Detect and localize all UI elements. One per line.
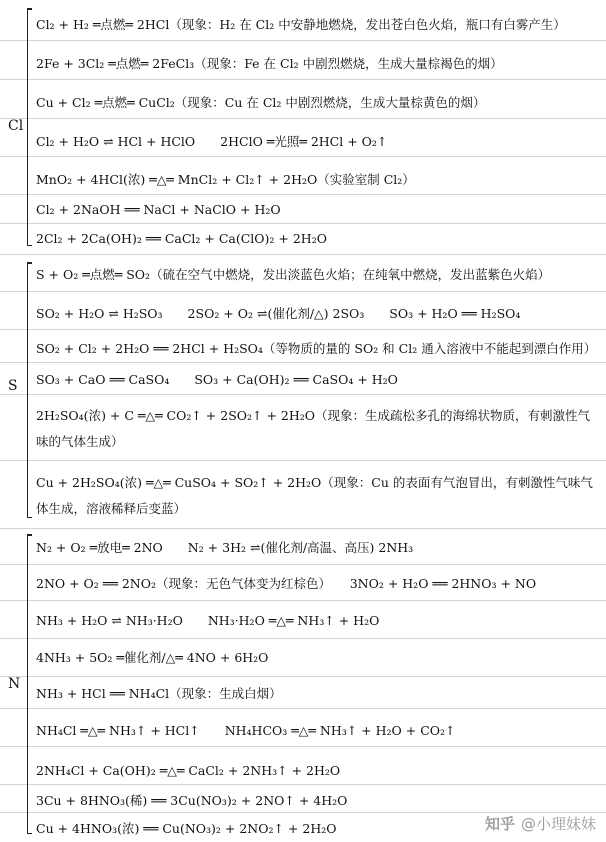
rule-line: [0, 564, 606, 565]
rule-line: [0, 638, 606, 639]
rule-line: [0, 362, 606, 363]
equation-line: SO₂ + H₂O ⇌ H₂SO₃ 2SO₂ + O₂ ⇌(催化剂/△) 2SO₃ SO₃ + H₂O ══ H₂SO₄: [36, 306, 521, 321]
equation-line: SO₂ + Cl₂ + 2H₂O ══ 2HCl + H₂SO₄（等物质的量的 SO₂ 和 Cl₂ 通入溶液中不能起到漂白作用）: [36, 341, 597, 356]
equation-line: Cl₂ + H₂ ═点燃═ 2HCl（现象：H₂ 在 Cl₂ 中安静地燃烧，发出苍白色火焰，瓶口有白雾产生）: [36, 17, 566, 32]
equation-line: NH₃ + H₂O ⇌ NH₃·H₂O NH₃·H₂O ═△═ NH₃↑ + H₂O: [36, 613, 380, 628]
equation-line: 4NH₃ + 5O₂ ═催化剂/△═ 4NO + 6H₂O: [36, 650, 269, 665]
equation-line: Cu + Cl₂ ═点燃═ CuCl₂（现象：Cu 在 Cl₂ 中剧烈燃烧，生成大量棕黄色的烟）: [36, 95, 486, 110]
group-label: Cl: [8, 118, 24, 134]
rule-line: [0, 254, 606, 255]
group-label: S: [8, 378, 18, 394]
equation-line: 2NO + O₂ ══ 2NO₂（现象：无色气体变为红棕色） 3NO₂ + H₂O ══ 2HNO₃ + NO: [36, 576, 537, 591]
rule-line: [0, 223, 606, 224]
rule-line: [0, 708, 606, 709]
equation-line: N₂ + O₂ ═放电═ 2NO N₂ + 3H₂ ⇌(催化剂/高温、高压) 2NH₃: [36, 540, 414, 555]
equation-line: 2Fe + 3Cl₂ ═点燃═ 2FeCl₃（现象：Fe 在 Cl₂ 中剧烈燃烧，生成大量棕褐色的烟）: [36, 56, 503, 71]
equation-line: MnO₂ + 4HCl(浓) ═△═ MnCl₂ + Cl₂↑ + 2H₂O（实验室制 Cl₂）: [36, 172, 415, 187]
rule-line: [0, 784, 606, 785]
equation-line: 2Cl₂ + 2Ca(OH)₂ ══ CaCl₂ + Ca(ClO)₂ + 2H₂O: [36, 231, 327, 246]
equation-line: Cu + 2H₂SO₄(浓) ═△═ CuSO₄ + SO₂↑ + 2H₂O（现象：Cu 的表面有气泡冒出，有刺激性气味气体生成，溶液稀释后变蓝）: [36, 475, 593, 516]
equation-line: Cl₂ + H₂O ⇌ HCl + HClO 2HClO ═光照═ 2HCl + O₂↑: [36, 134, 388, 149]
group-label: N: [8, 676, 21, 692]
equation-line: 3Cu + 8HNO₃(稀) ══ 3Cu(NO₃)₂ + 2NO↑ + 4H₂O: [36, 793, 348, 808]
watermark: [485, 813, 596, 834]
rule-line: [0, 676, 606, 677]
rule-line: [0, 291, 606, 292]
equation-line: Cl₂ + 2NaOH ══ NaCl + NaClO + H₂O: [36, 202, 281, 217]
rule-line: [0, 600, 606, 601]
group-brace: [27, 262, 34, 518]
rule-line: [0, 118, 606, 119]
rule-line: [0, 528, 606, 529]
rule-line: [0, 194, 606, 195]
group-brace: [27, 534, 34, 834]
rule-line: [0, 460, 606, 461]
rule-line: [0, 394, 606, 395]
rule-line: [0, 79, 606, 80]
equation-line: NH₃ + HCl ══ NH₄Cl（现象：生成白烟）: [36, 686, 282, 701]
watermark-user: @小理妹妹: [520, 815, 596, 833]
equation-line: SO₃ + CaO ══ CaSO₄ SO₃ + Ca(OH)₂ ══ CaSO₄ + H₂O: [36, 372, 398, 387]
equation-line: S + O₂ ═点燃═ SO₂（硫在空气中燃烧，发出淡蓝色火焰；在纯氧中燃烧，发出蓝紫色火焰）: [36, 267, 551, 282]
rule-line: [0, 40, 606, 41]
rule-line: [0, 329, 606, 330]
equation-line: 2H₂SO₄(浓) + C ═△═ CO₂↑ + 2SO₂↑ + 2H₂O（现象：生成疏松多孔的海绵状物质，有刺激性气味的气体生成）: [36, 408, 591, 449]
zhihu-logo: 知乎: [484, 815, 515, 833]
equation-line: Cu + 4HNO₃(浓) ══ Cu(NO₃)₂ + 2NO₂↑ + 2H₂O: [36, 821, 337, 836]
rule-line: [0, 156, 606, 157]
group-brace: [27, 8, 34, 246]
equation-line: 2NH₄Cl + Ca(OH)₂ ═△═ CaCl₂ + 2NH₃↑ + 2H₂O: [36, 763, 341, 778]
rule-line: [0, 746, 606, 747]
equation-line: NH₄Cl ═△═ NH₃↑ + HCl↑ NH₄HCO₃ ═△═ NH₃↑ + H₂O + CO₂↑: [36, 723, 456, 738]
